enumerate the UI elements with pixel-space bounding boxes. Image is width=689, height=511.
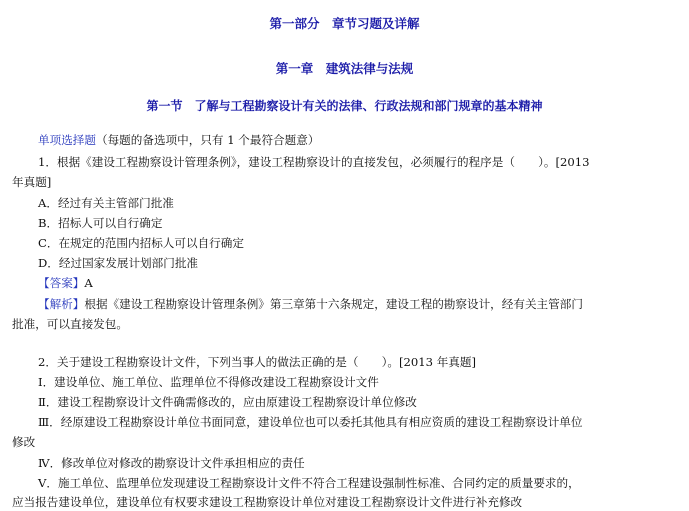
q2-item-2: Ⅱ．建设工程勘察设计文件确需修改的，应由原建设工程勘察设计单位修改 <box>38 395 417 409</box>
chapter-heading: 第一章 建筑法律与法规 <box>275 61 414 76</box>
q2-item-5: Ⅴ．施工单位、监理单位发现建设工程勘察设计文件不符合工程建设强制性标准、合同约定的质量要求的， <box>38 476 580 490</box>
q1-option-d: D．经过国家发展计划部门批准 <box>38 256 199 270</box>
answer-value: A <box>84 276 93 290</box>
question-type-note: （每题的备选项中，只有 1 个最符合题意） <box>95 133 320 147</box>
answer-tag: 【答案】 <box>38 276 85 290</box>
analysis-tag: 【解析】 <box>38 297 85 311</box>
q1-stem-line1: 1．根据《建设工程勘察设计管理条例》，建设工程勘察设计的直接发包，必须履行的程序是（ ）。[2013 <box>38 155 590 169</box>
q1-analysis-line2: 批准，可以直接发包。 <box>12 317 128 331</box>
q2-item-1: Ⅰ．建设单位、施工单位、监理单位不得修改建设工程勘察设计文件 <box>38 375 379 389</box>
q2-item-5-cont: 应当报告建设单位，建设单位有权要求建设工程勘察设计单位对建设工程勘察设计文件进行补充修改 <box>12 495 523 509</box>
part-heading: 第一部分 章节习题及详解 <box>269 16 420 31</box>
section-heading: 第一节 了解与工程勘察设计有关的法律、行政法规和部门规章的基本精神 <box>146 99 543 113</box>
q2-item-4: Ⅳ．修改单位对修改的勘察设计文件承担相应的责任 <box>38 456 305 470</box>
q1-option-c: C．在规定的范围内招标人可以自行确定 <box>38 236 244 250</box>
q1-analysis-line1 <box>38 297 583 312</box>
question-type-label: 单项选择题 <box>38 133 96 147</box>
analysis-text: 根据《建设工程勘察设计管理条例》第三章第十六条规定，建设工程的勘察设计，经有关主管部门 <box>84 297 583 311</box>
question-type-line <box>38 133 319 148</box>
q1-answer-line <box>38 276 93 291</box>
q1-option-a: A．经过有关主管部门批准 <box>38 196 174 210</box>
q2-item-3: Ⅲ．经原建设工程勘察设计单位书面同意，建设单位也可以委托其他具有相应资质的建设工程勘察设计单位 <box>38 415 583 429</box>
q1-option-b: B．招标人可以自行确定 <box>38 216 163 230</box>
q1-stem-line2: 年真题] <box>12 175 52 189</box>
q2-item-3-cont: 修改 <box>12 435 36 449</box>
q2-stem: 2．关于建设工程勘察设计文件，下列当事人的做法正确的是（ ）。[2013 年真题] <box>38 355 477 369</box>
